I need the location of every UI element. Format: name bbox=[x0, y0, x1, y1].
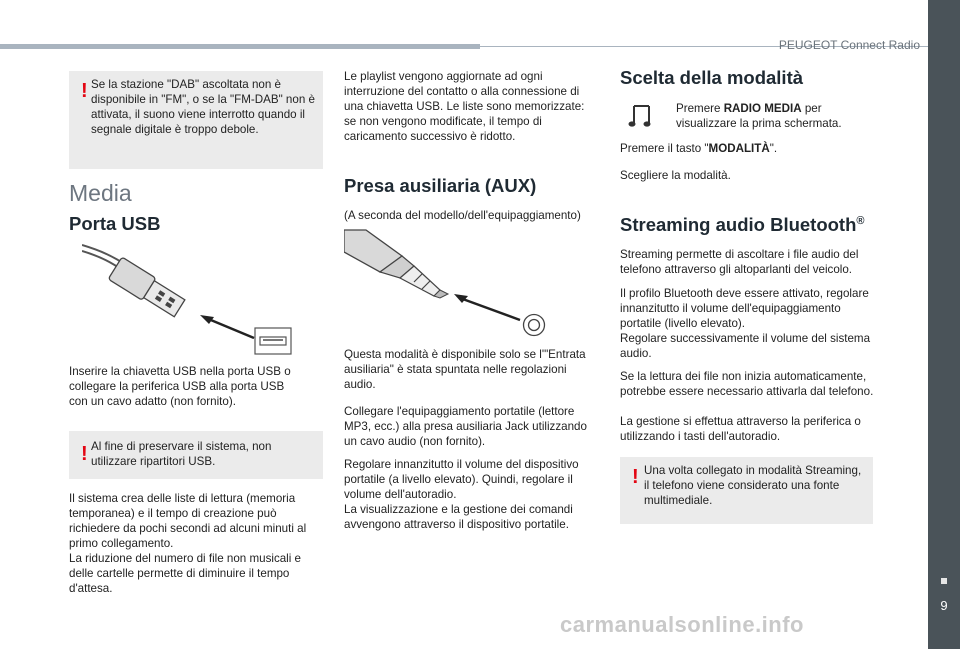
bluetooth-heading: Streaming audio Bluetooth® bbox=[620, 214, 865, 235]
playlist-paragraph-a: Il sistema crea delle liste di lettura (memoria temporanea) e il tempo di creazione può richiedere da pochi secondi ad alcuni minuti al primo collegamento. bbox=[69, 492, 307, 550]
playlist-paragraph-b: La riduzione del numero di file non musicali e delle cartelle permette di diminuire il tempo d'attesa. bbox=[69, 552, 302, 595]
section-title: Media bbox=[69, 180, 132, 206]
music-note-icon bbox=[628, 103, 654, 129]
jack-plug-illustration bbox=[344, 228, 548, 338]
note-usb-text: Al fine di preservare il sistema, non utilizzare ripartitori USB. bbox=[91, 440, 272, 468]
warning-icon: ! bbox=[81, 443, 88, 465]
usb-paragraph: Inserire la chiavetta USB nella porta USB o collegare la periferica USB alla porta USB con un cavo adatto (non fornito). bbox=[69, 365, 291, 408]
header-bar bbox=[0, 44, 480, 49]
bluetooth-paragraph-2b: Regolare successivamente il volume del sistema audio. bbox=[620, 332, 871, 360]
mode-key-label: MODALITÀ bbox=[708, 142, 770, 155]
note-streaming bbox=[620, 457, 873, 524]
note-dab-text: Se la stazione "DAB" ascoltata non è disponibile in "FM", o se la "FM-DAB" non è attivata, il suono viene interrotto quando il segnale digitale è troppo debole. bbox=[91, 78, 315, 136]
radio-media-instruction: Premere RADIO MEDIA per visualizzare la prima schermata. bbox=[676, 102, 842, 130]
playlist-update-paragraph: Le playlist vengono aggiornate ad ogni interruzione del contatto o alla connessione di una chiavetta USB. Le liste sono memorizzate: se non vengono modificate, il tempo di caricamento successivo è ridotto. bbox=[344, 70, 585, 143]
note-dab bbox=[69, 71, 323, 169]
radio-media-label: RADIO MEDIA bbox=[723, 102, 802, 115]
aux-connect-paragraph: Collegare l'equipaggiamento portatile (lettore MP3, ecc.) alla presa ausiliaria Jack utilizzando un cavo audio (non fornito). bbox=[344, 405, 587, 448]
note-usb-splitters bbox=[69, 431, 323, 479]
sidebar-marker bbox=[941, 578, 947, 584]
usb-heading: Porta USB bbox=[69, 213, 161, 234]
aux-volume-paragraph-a: Regolare innanzitutto il volume del dispositivo portatile (a livello elevato). Quindi, regolare il volume dell'autoradio. bbox=[344, 458, 579, 501]
warning-icon: ! bbox=[632, 466, 639, 488]
warning-icon: ! bbox=[81, 80, 88, 102]
aux-availability-note: (A seconda del modello/dell'equipaggiamento) bbox=[344, 209, 581, 222]
aux-volume-paragraph-b: La visualizzazione e la gestione dei comandi avvengono attraverso il dispositivo portatile. bbox=[344, 503, 573, 531]
page-sidebar bbox=[928, 0, 960, 649]
aux-mode-paragraph: Questa modalità è disponibile solo se l'"Entrata ausiliaria" è stata spuntata nelle regolazioni audio. bbox=[344, 348, 586, 391]
bluetooth-paragraph-3a: Se la lettura dei file non inizia automaticamente, potrebbe essere necessario attivarla dal telefono. bbox=[620, 370, 874, 398]
mode-choose-instruction: Scegliere la modalità. bbox=[620, 169, 731, 182]
aux-socket-icon bbox=[522, 313, 546, 337]
watermark: carmanualsonline.info bbox=[560, 612, 804, 637]
mode-key-instruction: Premere il tasto "MODALITÀ". bbox=[620, 142, 778, 155]
page-number: 9 bbox=[940, 598, 948, 613]
bluetooth-paragraph-1: Streaming permette di ascoltare i file audio del telefono attraverso gli altoparlanti del veicolo. bbox=[620, 248, 859, 276]
usb-port-icon bbox=[254, 327, 292, 355]
bluetooth-paragraph-3b: La gestione si effettua attraverso la periferica o utilizzando i tasti dell'autoradio. bbox=[620, 415, 861, 443]
aux-heading: Presa ausiliaria (AUX) bbox=[344, 175, 537, 196]
note-streaming-text: Una volta collegato in modalità Streaming, il telefono viene considerato una fonte multimediale. bbox=[644, 464, 862, 507]
mode-heading: Scelta della modalità bbox=[620, 67, 804, 88]
header-title: PEUGEOT Connect Radio bbox=[778, 38, 920, 52]
bluetooth-paragraph-2a: Il profilo Bluetooth deve essere attivato, regolare innanzitutto il volume dell'equipaggiamento portatile (livello elevato). bbox=[620, 287, 869, 330]
